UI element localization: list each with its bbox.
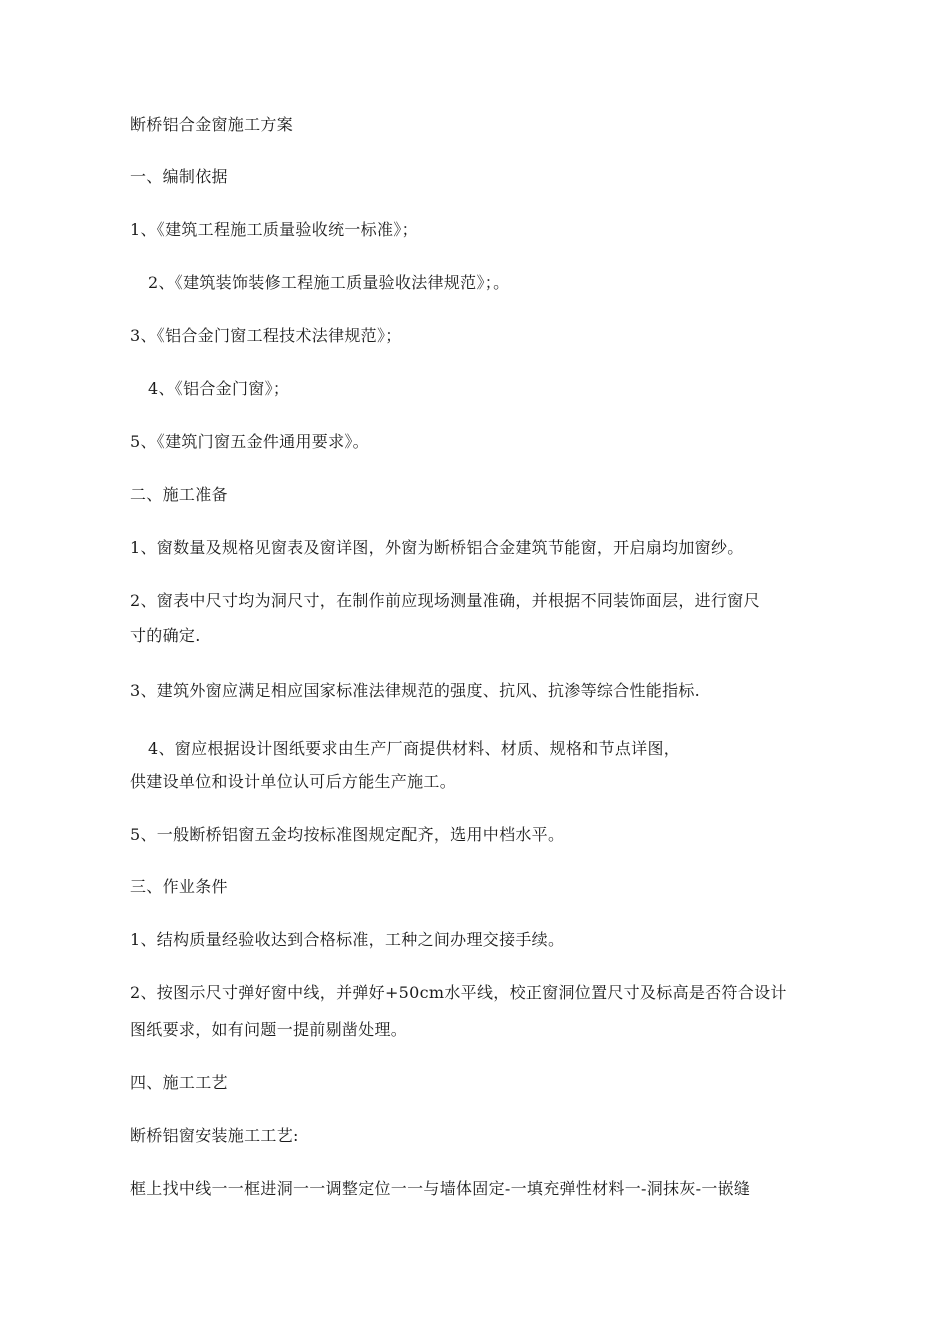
preparation-item-2-line-1: 2、窗表中尺寸均为洞尺寸，在制作前应现场测量准确，并根据不同装饰面层，进行窗尺 [130,591,760,610]
section-heading-preparation: 二、施工准备 [130,485,228,504]
preparation-item-4-line-1: 4、窗应根据设计图纸要求由生产厂商提供材料、材质、规格和节点详图， [148,739,681,758]
process-subtitle: 断桥铝窗安装施工工艺: [130,1126,299,1145]
preparation-item-1: 1、窗数量及规格见窗表及窗详图，外窗为断桥铝合金建筑节能窗，开启扇均加窗纱。 [130,538,744,557]
basis-item-2: 2、《建筑装饰装修工程施工质量验收法律规范》；。 [148,273,510,292]
conditions-item-2-line-1: 2、按图示尺寸弹好窗中线，并弹好+50cm水平线，校正窗洞位置尺寸及标高是否符合设计 [130,983,787,1002]
section-heading-conditions: 三、作业条件 [130,877,228,896]
basis-item-3: 3、《铝合金门窗工程技术法律规范》； [130,326,402,345]
section-heading-process: 四、施工工艺 [130,1073,228,1092]
basis-item-1: 1、《建筑工程施工质量验收统一标准》； [130,220,418,239]
preparation-item-2-line-2: 寸的确定. [130,626,201,645]
basis-item-4: 4、《铝合金门窗》； [148,379,290,398]
preparation-item-5: 5、一般断桥铝窗五金均按标准图规定配齐，选用中档水平。 [130,825,565,844]
conditions-item-1: 1、结构质量经验收达到合格标准，工种之间办理交接手续。 [130,930,565,949]
basis-item-5: 5、《建筑门窗五金件通用要求》。 [130,432,369,451]
section-heading-basis: 一、编制依据 [130,167,228,186]
document-title: 断桥铝合金窗施工方案 [130,115,294,134]
conditions-item-2-line-2: 图纸要求，如有问题一提前剔凿处理。 [130,1020,408,1039]
process-steps: 框上找中线一一框进洞一一调整定位一一与墙体固定-一填充弹性材料一-洞抹灰-一嵌缝 [130,1179,751,1198]
preparation-item-3: 3、建筑外窗应满足相应国家标准法律规范的强度、抗风、抗渗等综合性能指标. [130,681,701,700]
preparation-item-4-line-2: 供建设单位和设计单位认可后方能生产施工。 [130,772,457,791]
